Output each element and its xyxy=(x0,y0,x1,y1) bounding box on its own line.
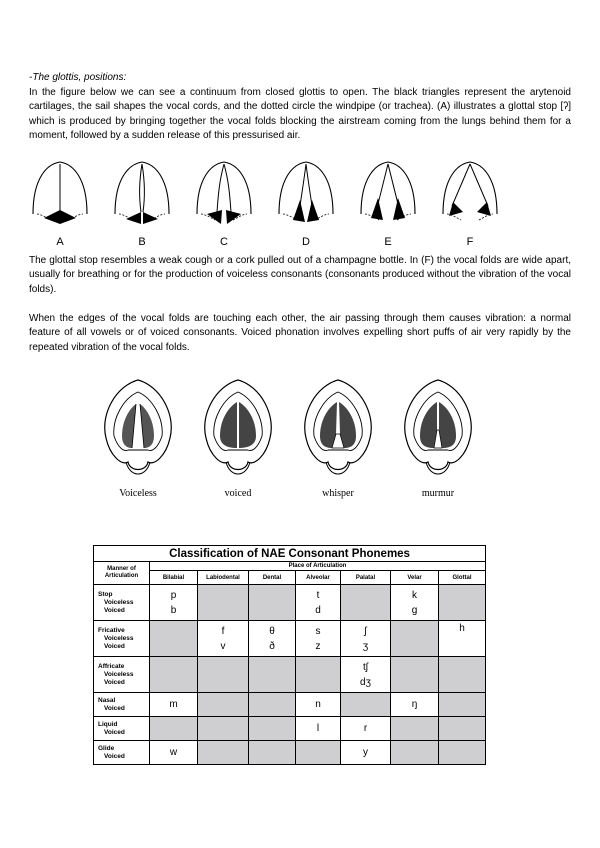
vocal-folds-voiceless xyxy=(96,378,180,500)
table-cell xyxy=(439,741,486,765)
col-header-alveolar: Alveolar xyxy=(296,571,341,585)
table-cell xyxy=(249,741,296,765)
table-cell: s z xyxy=(296,621,341,657)
table-cell: k g xyxy=(391,585,439,621)
vocal-folds-whisper xyxy=(296,378,380,500)
table-cell xyxy=(249,585,296,621)
table-cell xyxy=(150,657,198,693)
table-cell xyxy=(150,717,198,741)
glottis-label-f: F xyxy=(466,236,474,248)
glottis-label-a: A xyxy=(56,236,64,248)
table-cell: t d xyxy=(296,585,341,621)
glottis-label-c: C xyxy=(220,236,228,248)
glottis-diagram-a xyxy=(29,158,91,250)
table-cell xyxy=(439,717,486,741)
table-cell xyxy=(296,741,341,765)
table-cell xyxy=(198,693,249,717)
table-cell: r xyxy=(341,717,391,741)
table-cell xyxy=(391,657,439,693)
table-cell xyxy=(439,693,486,717)
table-cell xyxy=(198,657,249,693)
table-cell xyxy=(150,621,198,657)
table-title: Classification of NAE Consonant Phonemes xyxy=(94,546,486,562)
consonant-classification-table xyxy=(93,545,486,765)
col-header-velar: Velar xyxy=(391,571,439,585)
col-header-bilabial: Bilabial xyxy=(150,571,198,585)
table-cell: ŋ xyxy=(391,693,439,717)
phonation-types-figure xyxy=(96,378,476,500)
table-cell: l xyxy=(296,717,341,741)
table-cell xyxy=(341,693,391,717)
table-cell xyxy=(391,717,439,741)
paragraph-glottis-intro: In the figure below we can see a continuum from closed glottis to open. The black triangles represent the arytenoid cartilages, the sail shapes the vocal cords, and the dotted circle the windpipe (or trachea). (A) illustrates a glottal stop [ʔ] which is produced by bringing together the vocal folds blocking the airstream coming from the lungs behind them for a moment, followed by a sudden release of this pressurised air. xyxy=(29,87,571,142)
table-cell xyxy=(391,621,439,657)
table-cell: n xyxy=(296,693,341,717)
manner-label: Affricate Voiceless Voiced xyxy=(94,657,150,693)
table-row xyxy=(94,693,486,717)
col-header-dental: Dental xyxy=(249,571,296,585)
section-heading: -The glottis, positions: xyxy=(29,72,127,83)
table-cell xyxy=(296,657,341,693)
paragraph-voicing: When the edges of the vocal folds are touching each other, the air passing through them causes vibration: a normal feature of all vowels or of voiced consonants. Voiced phonation involves expelling short puffs of air very rapidly by the repeated vibration of the vocal folds. xyxy=(29,313,571,353)
manner-label: Liquid Voiced xyxy=(94,717,150,741)
glottis-label-b: B xyxy=(138,236,146,248)
table-cell: tʃ dʒ xyxy=(341,657,391,693)
glottis-diagram-e xyxy=(357,158,419,250)
table-cell xyxy=(439,657,486,693)
table-cell: m xyxy=(150,693,198,717)
table-row xyxy=(94,585,486,621)
table-cell xyxy=(391,741,439,765)
vocal-folds-voiced xyxy=(196,378,280,500)
table-cell: p b xyxy=(150,585,198,621)
column-header-row xyxy=(94,571,486,585)
glottis-diagram-d xyxy=(275,158,337,250)
glottis-diagram-f xyxy=(439,158,501,250)
caption-voiced: voiced xyxy=(224,488,252,499)
paragraph-glottal-stop: The glottal stop resembles a weak cough or a cork pulled out of a champagne bottle. In (F) the vocal folds are wide apart, usually for breathing or for the production of voiceless consonants (consonants produced without the vibration of the vocal folds). xyxy=(29,255,571,295)
table-row xyxy=(94,717,486,741)
table-cell: ʃ ʒ xyxy=(341,621,391,657)
table-cell xyxy=(249,717,296,741)
manner-label: Glide Voiced xyxy=(94,741,150,765)
caption-murmur: murmur xyxy=(421,488,455,499)
place-header: Place of Articulation xyxy=(150,562,486,571)
manner-label: Fricative Voiceless Voiced xyxy=(94,621,150,657)
table-row xyxy=(94,741,486,765)
col-header-glottal: Glottal xyxy=(439,571,486,585)
table-row xyxy=(94,621,486,657)
table-cell xyxy=(439,585,486,621)
table-cell xyxy=(198,741,249,765)
glottis-diagram-c xyxy=(193,158,255,250)
table-cell xyxy=(341,585,391,621)
table-cell: θ ð xyxy=(249,621,296,657)
glottis-label-d: D xyxy=(302,236,310,248)
table-cell: f v xyxy=(198,621,249,657)
table-cell: h xyxy=(439,621,486,657)
manner-label: Stop Voiceless Voiced xyxy=(94,585,150,621)
glottis-label-e: E xyxy=(384,236,392,248)
table-cell: w xyxy=(150,741,198,765)
caption-voiceless: Voiceless xyxy=(119,488,157,499)
table-cell: y xyxy=(341,741,391,765)
vocal-folds-murmur xyxy=(396,378,480,500)
col-header-palatal: Palatal xyxy=(341,571,391,585)
table-row xyxy=(94,657,486,693)
glottis-positions-figure xyxy=(29,158,549,250)
manner-header: Manner of Articulation xyxy=(94,562,150,585)
manner-label: Nasal Voiced xyxy=(94,693,150,717)
col-header-labiodental: Labiodental xyxy=(198,571,249,585)
caption-whisper: whisper xyxy=(322,488,354,499)
glottis-diagram-b xyxy=(111,158,173,250)
table-cell xyxy=(249,693,296,717)
table-cell xyxy=(198,585,249,621)
table-cell xyxy=(198,717,249,741)
table-cell xyxy=(249,657,296,693)
